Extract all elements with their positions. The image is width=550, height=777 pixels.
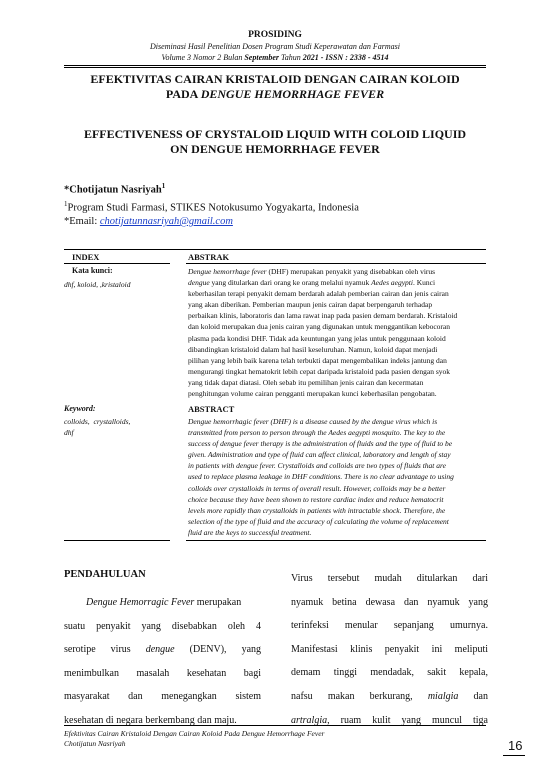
- footer-rule: [64, 725, 486, 726]
- abstrak-rule: [186, 263, 486, 264]
- page-number: 16: [508, 738, 523, 753]
- footer-author: Chotijatun Nasriyah: [64, 739, 126, 748]
- keywords-id: dhf, koloid, ,kristaloid: [64, 280, 131, 289]
- keywords-label-en: Keyword:: [64, 404, 96, 413]
- body-left-column: Dengue Hemorragic Fever merupakan suatu penyakit yang disebabkan oleh 4 serotipe virus dengue (DENV), yang menimbulkan masalah kesehatan bagi masyarakat dan menegangkan sistem kesehatan di negara berkembang dan maju.: [64, 597, 262, 726]
- abstract-bottom-rule: [186, 540, 486, 541]
- title-english: EFFECTIVENESS OF CRYSTALOID LIQUID WITH COLOID LIQUID ON DENGUE HEMORRHAGE FEVER: [83, 127, 467, 156]
- abstract-label: ABSTRACT: [188, 404, 235, 414]
- header-rule: [64, 65, 486, 66]
- abstract-top-rule: [64, 249, 486, 250]
- journal-volume: Volume 3 Nomor 2 Bulan September Tahun 2021 - ISSN : 2338 - 4514: [161, 53, 389, 62]
- keywords-en: colloids, crystalloids, dhf: [64, 417, 131, 437]
- index-label: INDEX: [72, 252, 100, 262]
- title-indonesian: EFEKTIVITAS CAIRAN KRISTALOID DENGAN CAIRAN KOLOID PADA DENGUE HEMORRHAGE FEVER: [90, 72, 460, 101]
- author-email: *Email: chotijatunnasriyah@gmail.com: [64, 216, 233, 227]
- page-number-rule: [503, 755, 525, 756]
- keywords-label-id: Kata kunci:: [72, 266, 113, 275]
- section-title: PENDAHULUAN: [64, 569, 146, 580]
- abstrak-label: ABSTRAK: [188, 252, 230, 262]
- index-bottom-rule: [64, 540, 170, 541]
- journal-subtitle: Diseminasi Hasil Penelitian Dosen Program Studi Keperawatan dan Farmasi: [150, 42, 400, 51]
- author-affiliation: $^1$Program Studi Farmasi, STIKES Notokusumo Yogyakarta, Indonesia: [64, 200, 359, 214]
- journal-name: PROSIDING: [248, 30, 302, 40]
- index-rule: [64, 263, 170, 264]
- abstract-text: Dengue hemorrhagic fever (DHF) is a disease caused by the dengue virus which is transmitted from person to person through the Aedes aegypti mosquito. The key to the success of dengue fever therapy is the administration of fluids and the type of fluid to be given. Administration and type of fluid can affect clinical, laboratory and length of stay in patients with dengue fever. Crystalloids and colloids are two types of fluids that are used to replace plasma leakage in DHF conditions. There is no clear advantage to using colloids over crystalloids in terms of overall result. However, colloids may be a better choice because they have been shown to restore cardiac index and reduce hematocrit levels more rapidly than crystalloids in patients with intractable shock. Therefore, the selection of the type of fluid and the accuracy of calculating the volume of replacement fluid are the keys to successful treatment.: [188, 417, 454, 537]
- header-rule-thin: [64, 67, 486, 68]
- abstrak-text: Dengue hemorrhage fever (DHF) merupakan penyakit yang disebabkan oleh virus dengue yang ditularkan dari orang ke orang melalui nyamuk Aedes aegypti. Kunci keberhasilan terapi penyakit demam berdarah adalah pemberian cairan dan jenis cairan yang akan diberikan. Pemberian maupun jenis cairan dapat berpengaruh terhadap perbaikan klinis, laboratoris dan lama rawat inap pada pasien demam berdarah. Kristaloid dan koloid merupakan dua jenis cairan yang digunakan untuk menggantikan kebocoran plasma pada kondisi DHF. Tidak ada keuntungan yang jelas untuk penggunaan koloid dibandingkan kristaloid dalam hal hasil keseluruhan. Namun, koloid dapat menjadi pilihan yang lebih baik karena telah terbukti dapat mengembalikan indeks jantung dan mengurangi tingkat hematokrit lebih cepat daripada kristaloid pada pasien dengan syok yang tidak dapat diatasi. Oleh sebab itu pemilihan jenis cairan dan kecermatan penghitungan volume cairan pengganti merupakan kunci keberhasilan pengobatan.: [188, 267, 458, 399]
- footer-article-title: Efektivitas Cairan Kristaloid Dengan Cairan Koloid Pada Dengue Hemorrhage Fever: [64, 729, 325, 738]
- body-right-column: Virus tersebut mudah ditularkan dari nyamuk betina dewasa dan nyamuk yang terinfeksi menular sepanjang umurnya. Manifestasi klinis penyakit ini meliputi demam tinggi mendadak, sakit kepala, nafsu makan berkurang, mialgia dan artralgia, ruam kulit yang muncul tiga: [291, 573, 488, 726]
- author-name: *Chotijatun Nasriyah$^1$: [64, 182, 166, 196]
- email-link[interactable]: chotijatunnasriyah@gmail.com: [99, 216, 233, 227]
